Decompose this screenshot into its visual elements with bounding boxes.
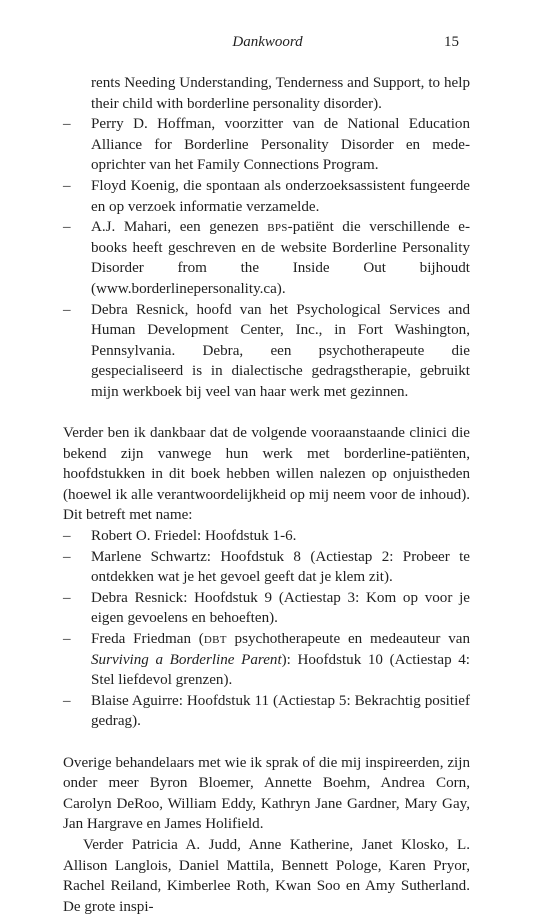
list-dash: – [63, 528, 71, 545]
running-title: Dankwoord [232, 34, 303, 50]
list-item [63, 588, 470, 629]
list-dash: – [63, 219, 71, 236]
list-item-text: Marlene Schwartz: Hoofdstuk 8 (Actiestap 2: Probeer te ontdekken wat je het gevoel geeft dat je klem zit). [91, 548, 470, 586]
list-item-text: A.J. Mahari, een genezen [91, 219, 268, 236]
page-body [63, 73, 470, 917]
list-item-text: Freda Friedman ( [91, 631, 204, 648]
paragraph-gap [63, 403, 470, 424]
list-item-text: -patiënt die verschillende e-books heeft geschreven en de website Borderline Personality Disorder from the Inside Out bijhoudt (www.borderlinepersonality.ca). [91, 219, 470, 297]
book-title: Surviving a Borderline Parent [91, 651, 282, 668]
list-item-text: Perry D. Hoffman, voorzitter van de National Education Alliance for Borderline Personality Disorder en mede-oprichter van het Family Connections Program. [91, 116, 470, 174]
list-item-text: Debra Resnick, hoofd van het Psychological Services and Human Development Center, Inc., in Fort Washington, Pennsylvania. Debra, een psychotherapeute die gespecialiseerd is in dialectische gedragstherapie, gebruikt mijn werkboek bij veel van haar werk met gezinnen. [91, 301, 470, 400]
paragraph: Verder ben ik dankbaar dat de volgende vooraanstaande clinici die bekend zijn vanwege hun werk met borderline-patiënten, hoofdstukken in dit boek hebben willen nalezen op onjuistheden (hoewel ik alle verantwoordelijkheid op mij neem voor de inhoud). Dit betreft met name: [63, 425, 470, 524]
list-item [63, 176, 470, 217]
list-item-text: Debra Resnick: Hoofdstuk 9 (Actiestap 3: Kom op voor je eigen gevoelens en behoeften). [91, 589, 470, 627]
list-dash: – [63, 692, 71, 709]
page-number: 15 [444, 34, 459, 50]
list-item-text: Blaise Aguirre: Hoofdstuk 11 (Actiestap 5: Bekrachtig positief gedrag). [91, 692, 470, 730]
page-header [0, 34, 535, 56]
list-item-continuation: rents Needing Understanding, Tenderness and Support, to help their child with borderline personality disorder). [91, 75, 470, 112]
list-item [63, 547, 470, 588]
list-dash: – [63, 301, 71, 318]
list-dash: – [63, 177, 71, 194]
list-dash: – [63, 116, 71, 133]
list-item [63, 629, 470, 691]
list-item-text: Robert O. Friedel: Hoofdstuk 1-6. [91, 528, 297, 545]
list-item [63, 526, 470, 547]
list-item [63, 300, 470, 403]
abbreviation: dbt [203, 631, 227, 648]
list-dash: – [63, 589, 71, 606]
paragraph-gap [63, 732, 470, 753]
list-dash: – [63, 631, 71, 648]
list-item [63, 217, 470, 299]
list-item-text: ): Hoofdstuk 10 (Actiestap 4: Stel liefdevol grenzen). [91, 651, 470, 689]
list-item [63, 691, 470, 732]
list-item-text: Floyd Koenig, die spontaan als onderzoeksassistent fungeerde en op verzoek informatie verzamelde. [91, 177, 470, 215]
paragraph: Overige behandelaars met wie ik sprak of die mij inspireerden, zijn onder meer Byron Bloemer, Annette Boehm, Andrea Corn, Carolyn DeRoo, William Eddy, Kathryn Jane Gardner, Mary Gay, Jan Hargrave en James Holifield. [63, 754, 470, 833]
abbreviation: bps [267, 219, 288, 236]
list-dash: – [63, 548, 71, 565]
paragraph: Verder Patricia A. Judd, Anne Katherine, Janet Klosko, L. Allison Langlois, Daniel Mattila, Bennett Pologe, Karen Pryor, Rachel Reiland, Kimberlee Roth, Kwan Soo en Amy Sutherland. De grote inspi- [63, 836, 470, 915]
list-item-text: psychotherapeute en medeauteur van [226, 631, 470, 648]
list-item [63, 114, 470, 176]
